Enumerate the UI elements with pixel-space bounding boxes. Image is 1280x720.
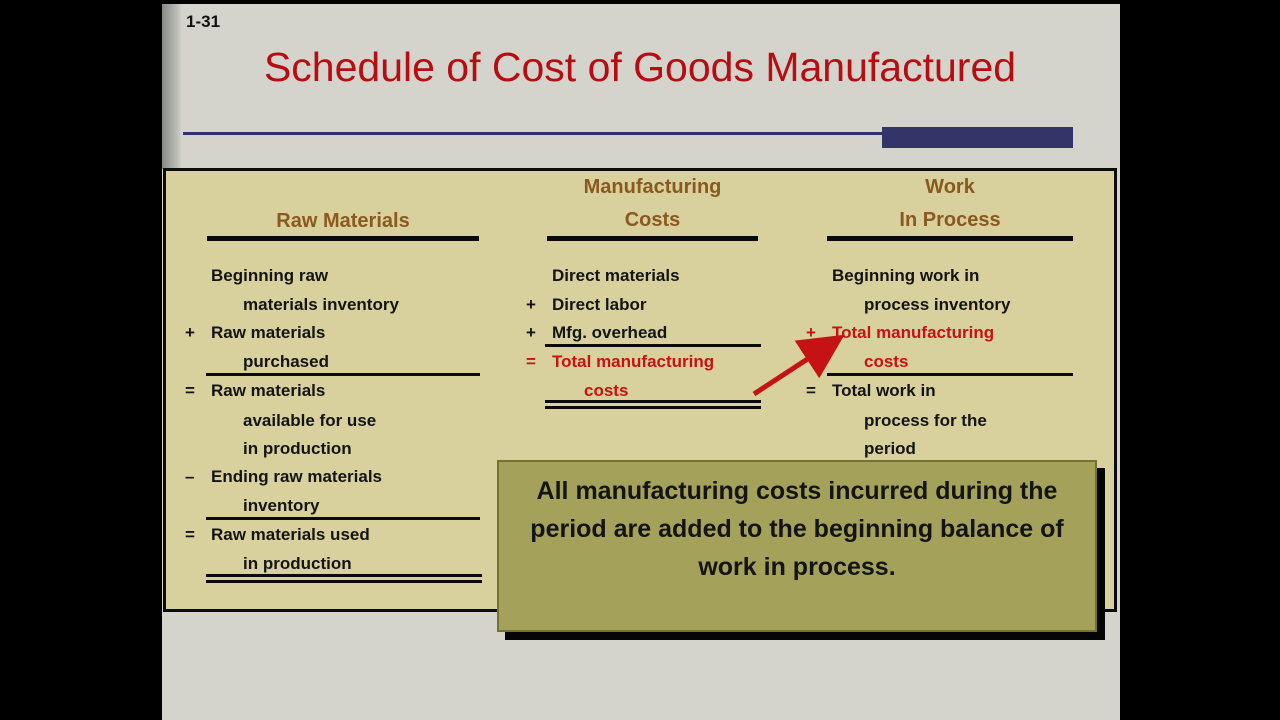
row-text: process for the — [864, 411, 987, 430]
header-rule — [207, 236, 479, 241]
row-text: Direct labor — [552, 295, 647, 314]
column-header-raw-materials — [207, 205, 479, 238]
row-text: purchased — [243, 352, 329, 371]
schedule-row — [185, 524, 370, 545]
schedule-row — [185, 351, 329, 372]
schedule-row — [526, 351, 714, 372]
slide-title: Schedule of Cost of Goods Manufactured — [263, 44, 1017, 90]
row-text: Raw materials — [211, 381, 326, 400]
total-double-rule — [545, 400, 761, 409]
row-text: Ending raw materials — [211, 467, 382, 486]
schedule-row — [806, 410, 987, 431]
row-text: Total work in — [832, 381, 936, 400]
schedule-row — [185, 495, 320, 516]
row-text: costs — [584, 381, 629, 400]
schedule-row — [526, 294, 646, 315]
schedule-row — [806, 265, 979, 286]
row-text: Beginning work in — [832, 266, 980, 285]
operator-sign: + — [806, 323, 816, 342]
operator-sign: – — [185, 467, 195, 486]
operator-sign: + — [185, 323, 195, 342]
header-line: Raw Materials — [276, 210, 410, 232]
subtotal-rule — [206, 373, 480, 376]
schedule-row — [185, 410, 376, 431]
row-text: available for use — [243, 411, 377, 430]
row-text: in production — [243, 554, 352, 573]
row-text: process inventory — [864, 295, 1011, 314]
row-text: Raw materials used — [211, 525, 370, 544]
operator-sign: + — [526, 323, 536, 342]
schedule-row — [185, 380, 325, 401]
schedule-row — [806, 294, 1010, 315]
row-text: Total manufacturing — [552, 352, 715, 371]
row-text: Beginning raw — [211, 266, 329, 285]
row-text: period — [864, 439, 916, 458]
row-text: Mfg. overhead — [552, 323, 668, 342]
subtotal-rule — [545, 344, 761, 347]
callout-text: All manufacturing costs incurred during the period are added to the beginning balance of work in process. — [530, 477, 1064, 581]
schedule-row — [526, 322, 667, 343]
operator-sign: = — [806, 381, 816, 400]
schedule-row — [185, 466, 382, 487]
header-line: Work — [925, 176, 975, 198]
header-line: In Process — [899, 209, 1001, 231]
header-rule — [827, 236, 1073, 241]
header-line: Costs — [624, 209, 681, 231]
column-header-manufacturing-costs — [547, 171, 758, 237]
schedule-row — [806, 438, 916, 459]
subtotal-rule — [206, 517, 480, 520]
operator-sign: + — [526, 295, 536, 314]
schedule-row — [526, 265, 680, 286]
title-accent-block — [882, 127, 1073, 148]
schedule-row — [185, 265, 328, 286]
row-text: Direct materials — [552, 266, 680, 285]
column-header-work-in-process — [827, 171, 1073, 237]
subtotal-rule — [827, 373, 1073, 376]
row-text: inventory — [243, 496, 320, 515]
page-number: 1-31 — [186, 12, 221, 31]
header-rule — [547, 236, 758, 241]
schedule-row — [185, 294, 399, 315]
callout-box — [497, 460, 1097, 632]
operator-sign: = — [185, 525, 195, 544]
header-line: Manufacturing — [583, 176, 722, 198]
red-arrow — [740, 328, 855, 408]
operator-sign: = — [526, 352, 536, 371]
left-gray-strip — [162, 4, 182, 169]
schedule-row — [526, 380, 628, 401]
row-text: in production — [243, 439, 352, 458]
schedule-row — [185, 438, 352, 459]
schedule-row — [185, 322, 325, 343]
operator-sign: = — [185, 381, 195, 400]
total-double-rule — [206, 574, 482, 583]
row-text: costs — [864, 352, 909, 371]
row-text: Total manufacturing — [832, 323, 995, 342]
schedule-row — [185, 553, 352, 574]
row-text: Raw materials — [211, 323, 326, 342]
row-text: materials inventory — [243, 295, 399, 314]
